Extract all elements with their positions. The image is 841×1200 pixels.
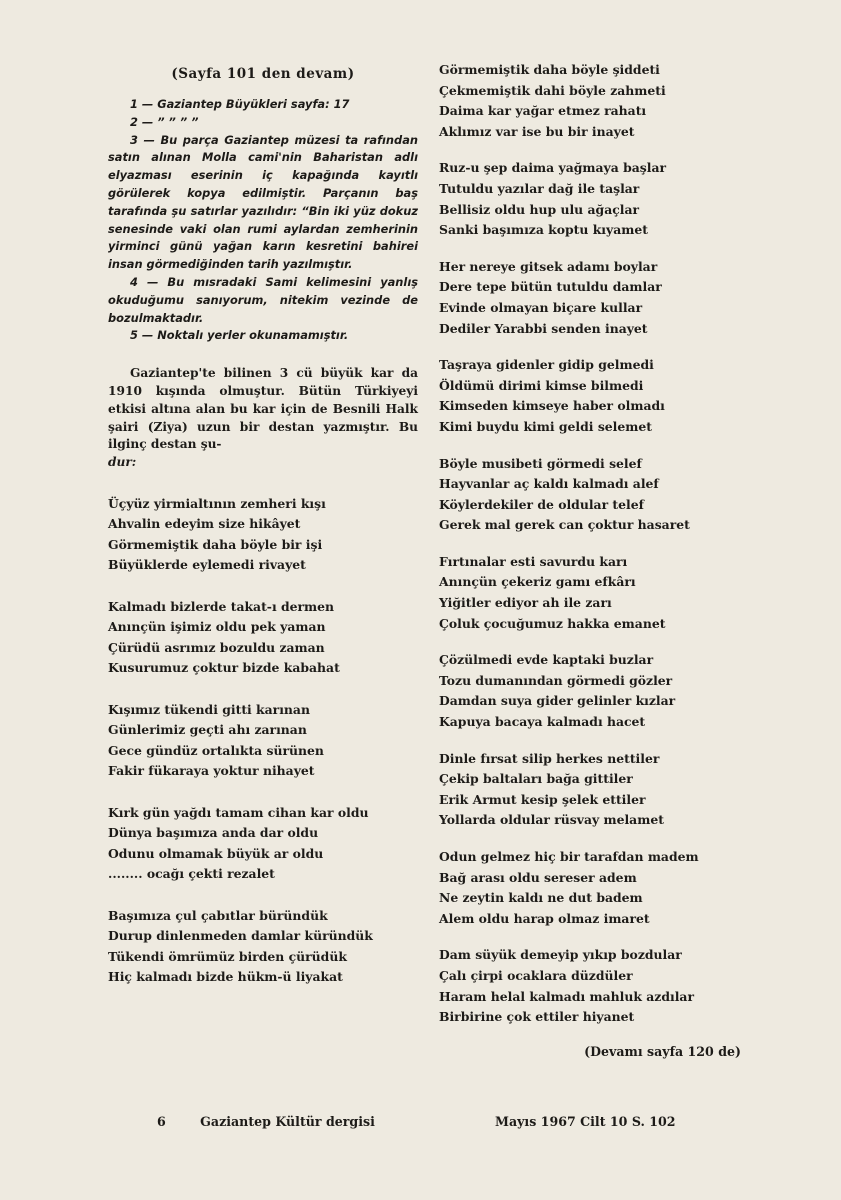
poem-line: Tozu dumanından görmedi gözler — [439, 672, 673, 688]
poem-line: Damdan suya gider gelinler kızlar — [439, 693, 676, 709]
poem-line: Her nereye gitsek adamı boylar — [439, 258, 658, 274]
poem-line: Kapuya bacaya kalmadı hacet — [439, 714, 646, 730]
poem-line: Dinle fırsat silip herkes nettiler — [439, 750, 660, 766]
poem-line: Ne zeytin kaldı ne dut badem — [439, 890, 643, 906]
poem-line: Taşraya gidenler gidip gelmedi — [439, 357, 654, 373]
poem-stanza — [108, 906, 418, 988]
poem-line: Kışımız tükendi gitti karınan — [108, 701, 310, 717]
poem-stanza — [439, 454, 759, 536]
poem-stanza — [439, 847, 759, 929]
poem-line: Tükendi ömrümüz birden çürüdük — [108, 948, 347, 964]
footnote: 2 — ” ” ” ” — [130, 114, 199, 129]
poem-line: Odun gelmez hiç bir tarafdan madem — [439, 849, 699, 864]
poem-line: Evinde olmayan biçare kullar — [439, 299, 643, 315]
page-number: 6 — [157, 1114, 166, 1129]
poem-line: Kimseden kimseye haber olmadı — [439, 398, 665, 414]
poem-line: Hayvanlar aç kaldı kalmadı alef — [439, 476, 659, 492]
right-column — [439, 60, 759, 1059]
poem-stanza — [108, 700, 418, 782]
poem-line: Görmemiştik daha böyle şiddeti — [439, 62, 660, 77]
poem-line: Üçyüz yirmialtının zemheri kışı — [108, 495, 326, 511]
poem-line: Görmemiştik daha böyle bir işi — [108, 536, 323, 552]
poem-line: Aklımız var ise bu bir inayet — [439, 123, 635, 139]
poem-stanza — [439, 355, 759, 437]
poem-line: Bağ arası oldu sereser adem — [439, 869, 637, 885]
poem-line: Çekip baltaları bağa gittiler — [439, 771, 633, 787]
poem-line: Alem oldu harap olmaz imaret — [439, 910, 650, 926]
poem-line: Tutuldu yazılar dağ ile taşlar — [439, 180, 640, 196]
poem-line: Fırtınalar esti savurdu karı — [439, 553, 628, 569]
poem-line: Hiç kalmadı bizde hükm-ü liyakat — [108, 969, 343, 985]
poem-line: Birbirine çok ettiler hiyanet — [439, 1009, 635, 1025]
poem-line: Dere tepe bütün tutuldu damlar — [439, 279, 662, 295]
poem-line: Çekmemiştik dahi böyle zahmeti — [439, 82, 666, 98]
footnotes — [108, 96, 418, 345]
continued-to-label: (Devamı sayfa 120 de) — [584, 1043, 741, 1059]
magazine-name: Gaziantep Kültür dergisi — [200, 1114, 375, 1129]
poem-stanza — [439, 60, 759, 142]
poem-line: Kalmadı bizlerde takat-ı dermen — [108, 598, 335, 614]
poem-line: Yiğitler ediyor ah ile zarı — [439, 595, 612, 611]
poem-line: Erik Armut kesip şelek ettiler — [439, 791, 646, 807]
poem-line: Dediler Yarabbi senden inayet — [439, 320, 648, 336]
poem-line: Çalı çirpi ocaklara düzdüler — [439, 967, 633, 983]
footnote: 5 — Noktalı yerler okunamamıştır. — [130, 328, 349, 343]
footnote: 4 — Bu mısradaki Sami kelimesini yanlış okuduğumu sanıyorum, nitekim vezinde de bozulmaktadır. — [108, 274, 418, 325]
poem-line: Çürüdü asrımız bozuldu zaman — [108, 639, 325, 655]
poem-stanza — [108, 803, 418, 885]
poem-line: Haram helal kalmadı mahluk azdılar — [439, 988, 694, 1004]
poem-line: Yollarda oldular rüsvay melamet — [439, 812, 664, 828]
poem-line: Büyüklerde eylemedi rivayet — [108, 557, 306, 573]
poem-line: Böyle musibeti görmedi selef — [439, 455, 642, 471]
poem-line: Anınçün işimiz oldu pek yaman — [108, 619, 326, 635]
poem-line: Günlerimiz geçti ahı zarınan — [108, 722, 307, 738]
intro-paragraph — [108, 365, 418, 472]
footer-issue: Mayıs 1967 Cilt 10 S. 102 — [495, 1114, 676, 1129]
intro-end: dur: — [108, 455, 137, 470]
poem-line: Çoluk çocuğumuz hakka emanet — [439, 615, 666, 631]
poem-line: Dünya başımıza anda dar oldu — [108, 825, 319, 841]
poem-line: Odunu olmamak büyük ar oldu — [108, 845, 324, 861]
poem-stanza — [439, 552, 759, 634]
poem-line: Gerek mal gerek can çoktur hasaret — [439, 517, 690, 533]
poem-line: Ahvalin edeyim size hikâyet — [108, 516, 301, 532]
poem-line: ........ ocağı çekti rezalet — [108, 866, 275, 882]
poem-stanza — [439, 158, 759, 240]
poem-line: Çözülmedi evde kaptaki buzlar — [439, 652, 654, 668]
poem-stanza — [108, 494, 418, 576]
poem-line: Fakir fükaraya yoktur nihayet — [108, 763, 315, 779]
poem-line: Gece gündüz ortalıkta sürünen — [108, 742, 324, 758]
poem-line: Köylerdekiler de oldular telef — [439, 496, 644, 512]
poem-line: Kimi buydu kimi geldi selemet — [439, 418, 652, 434]
footnote: 3 — Bu parça Gaziantep müzesi ta rafından satın alınan Molla cami'nin Baharistan adlı elyazması eserinin iç kapağında kayıtlı görülerek kopya edilmiştir. Parçanın baş tarafında şu satırlar yazılıdır: “Bin iki yüz dokuz senesinde vaki olan rumi aylardan zemherinin yirminci günü yağan karın kesretini bahirei insan görmediğinden tarih yazılmıştır. — [108, 132, 418, 272]
poem-stanza — [439, 749, 759, 831]
poem-stanza — [439, 257, 759, 339]
poem-line: Anınçün çekeriz gamı efkârı — [439, 574, 636, 590]
poem-line: Öldümü dirimi kimse bilmedi — [439, 377, 644, 393]
poem-line: Ruz-u şep daima yağmaya başlar — [439, 160, 667, 176]
left-column — [108, 60, 418, 1009]
poem-line: Daima kar yağar etmez rahatı — [439, 103, 647, 119]
poem-line: Bellisiz oldu hup ulu ağaçlar — [439, 201, 640, 217]
poem-stanza — [439, 945, 759, 1027]
poem-stanza — [108, 597, 418, 679]
poem-line: Durup dinlenmeden damlar küründük — [108, 928, 373, 944]
poem-line: Kusurumuz çoktur bizde kabahat — [108, 660, 340, 676]
poem-line: Dam süyük demeyip yıkıp bozdular — [439, 947, 682, 963]
poem-line: Başımıza çul çabıtlar büründük — [108, 907, 328, 923]
continued-from-label: (Sayfa 101 den devam) — [171, 66, 355, 82]
poem-line: Sanki başımıza koptu kıyamet — [439, 222, 648, 238]
intro-text: Gaziantep'te bilinen 3 cü büyük kar da 1910 kışında olmuştur. Bütün Türkiyeyi etkisi altına alan bu kar için de Besnili Halk şairi (Ziya) uzun bir destan yazmıştır. Bu ilginç destan şu- — [108, 366, 418, 452]
footer-left — [157, 1114, 375, 1129]
poem-line: Kırk gün yağdı tamam cihan kar oldu — [108, 804, 369, 820]
footnote: 1 — Gaziantep Büyükleri sayfa: 17 — [130, 97, 350, 111]
poem-stanza — [439, 650, 759, 732]
